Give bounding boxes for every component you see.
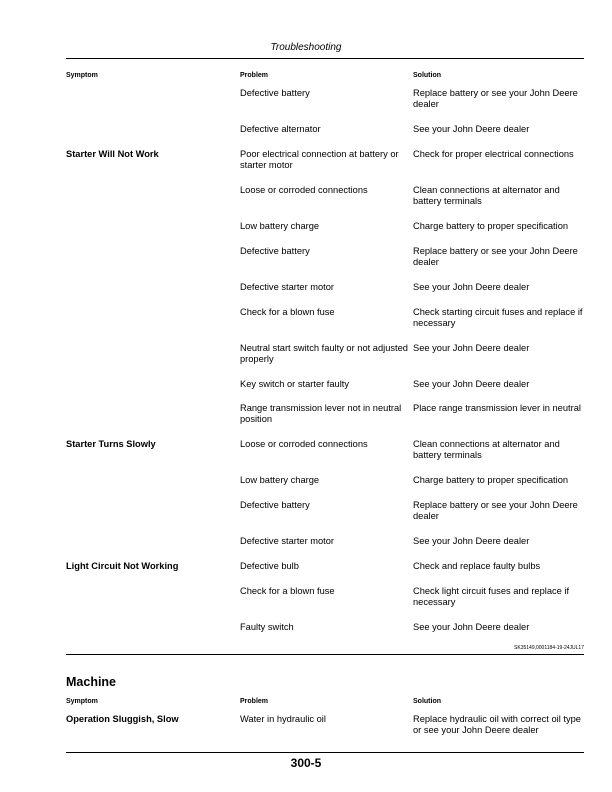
- problem-cell: Defective bulb: [240, 561, 299, 571]
- machine-section-title: Machine: [66, 675, 117, 689]
- symptom-cell: Operation Sluggish, Slow: [66, 714, 179, 724]
- solution-cell: Clean connections at alternator and battery terminals: [413, 439, 560, 460]
- problem-cell: Loose or corroded connections: [240, 185, 368, 195]
- solution-cell: See your John Deere dealer: [413, 379, 530, 389]
- symptom-cell: Starter Will Not Work: [66, 149, 159, 159]
- problem-cell: Loose or corroded connections: [240, 439, 368, 449]
- problem-cell: Range transmission lever not in neutral position: [240, 403, 402, 424]
- problem-cell: Faulty switch: [240, 622, 294, 632]
- solution-cell: Clean connections at alternator and battery terminals: [413, 185, 560, 206]
- footer-rule: [66, 752, 584, 753]
- problem-cell: Low battery charge: [240, 221, 320, 231]
- solution-cell: Replace battery or see your John Deere dealer: [413, 246, 578, 267]
- problem-cell: Defective battery: [240, 500, 310, 510]
- solution-cell: See your John Deere dealer: [413, 536, 530, 546]
- solution-cell: See your John Deere dealer: [413, 622, 530, 632]
- solution-cell: Check and replace faulty bulbs: [413, 561, 541, 571]
- machine-problem-column-header: Problem: [240, 698, 269, 705]
- header-rule: [66, 58, 584, 59]
- reference-code: SK35149,0001184-19-24JUL17: [514, 645, 584, 651]
- symptom-cell: Starter Turns Slowly: [66, 439, 156, 449]
- problem-cell: Defective battery: [240, 88, 310, 98]
- machine-solution-column-header: Solution: [413, 698, 441, 705]
- problem-cell: Water in hydraulic oil: [240, 714, 326, 724]
- solution-cell: See your John Deere dealer: [413, 124, 530, 134]
- problem-cell: Defective alternator: [240, 124, 321, 134]
- problem-cell: Defective starter motor: [240, 536, 335, 546]
- problem-cell: Check for a blown fuse: [240, 586, 335, 596]
- problem-cell: Key switch or starter faulty: [240, 379, 350, 389]
- problem-cell: Defective battery: [240, 246, 310, 256]
- table-bottom-rule: [66, 654, 584, 655]
- solution-cell: See your John Deere dealer: [413, 282, 530, 292]
- solution-cell: Replace hydraulic oil with correct oil type or see your John Deere dealer: [413, 714, 581, 735]
- solution-cell: See your John Deere dealer: [413, 343, 530, 353]
- solution-cell: Check light circuit fuses and replace if necessary: [413, 586, 570, 607]
- solution-cell: Replace battery or see your John Deere dealer: [413, 500, 578, 521]
- solution-cell: Place range transmission lever in neutral: [413, 403, 581, 413]
- problem-cell: Low battery charge: [240, 475, 320, 485]
- solution-cell: Charge battery to proper specification: [413, 221, 569, 231]
- problem-cell: Poor electrical connection at battery or starter motor: [240, 149, 399, 170]
- page-header: Troubleshooting: [270, 42, 342, 53]
- problem-column-header: Problem: [240, 72, 269, 79]
- page-number: 300-5: [290, 756, 322, 770]
- solution-cell: Check for proper electrical connections: [413, 149, 574, 159]
- machine-symptom-column-header: Symptom: [66, 698, 98, 705]
- solution-cell: Charge battery to proper specification: [413, 475, 569, 485]
- problem-cell: Defective starter motor: [240, 282, 335, 292]
- symptom-cell: Light Circuit Not Working: [66, 561, 179, 571]
- symptom-column-header: Symptom: [66, 72, 98, 79]
- problem-cell: Neutral start switch faulty or not adjusted properly: [240, 343, 408, 364]
- solution-cell: Check starting circuit fuses and replace if necessary: [413, 307, 583, 328]
- solution-column-header: Solution: [413, 72, 441, 79]
- problem-cell: Check for a blown fuse: [240, 307, 335, 317]
- solution-cell: Replace battery or see your John Deere dealer: [413, 88, 578, 109]
